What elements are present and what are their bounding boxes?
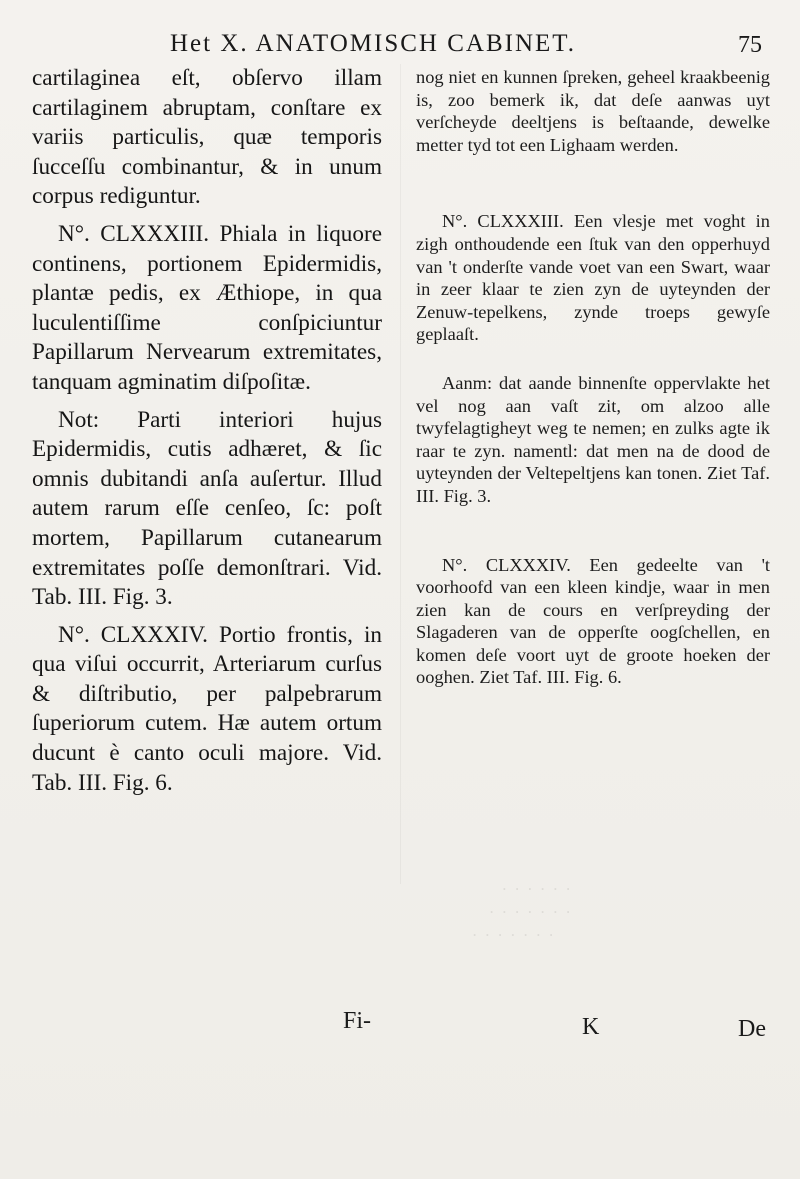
dutch-entry-184: N°. CLXXXIV. Een gedeelte van 't voorhoofd van een kleen kindje, waar in men zien kan de cours en verſpreyding der Slagaderen van de opperſte oogſchellen, en komen deſe voort uyt de groote hoeken der ooghen. Ziet Taf. III. Fig. 6. <box>416 554 770 688</box>
latin-column <box>32 64 382 798</box>
running-header <box>150 30 770 60</box>
dutch-entry-183: N°. CLXXXIII. Een vlesje met voght in zigh onthoudende een ſtuk van den opperhuyd van 't onderſte vande voet van een Swart, waar in zeer klaar te zien zyn de uyteynden der Zenuw-tepelkens, zynde troeps gewyſe geplaaſt. <box>416 211 770 345</box>
latin-entry-184: N°. CLXXXIV. Portio frontis, in qua viſui occurrit, Arteriarum curſus & diſtributio, per palpebrarum ſuperiorum cutem. Hæ autem ortum ducunt è canto oculi majore. Vid. Tab. III. Fig. 6. <box>32 621 382 796</box>
show-through-texture: . . . . . . . . . . . . . . . . . . . . <box>472 875 571 940</box>
catchword-fi: Fi- <box>343 1008 372 1034</box>
running-title: Het X. ANATOMISCH CABINET. <box>170 30 576 57</box>
page-number: 75 <box>738 32 762 58</box>
dutch-note-183: Aanm: dat aande binnenſte oppervlakte het vel nog aan vaſt zit, om alzoo alle twyfelagtigheyt weg te nemen; en zulks agte ik raar te zyn. namentl: dat men na de dood de uyteynden der Veltepeltjens kan tonen. Ziet Taf. III. Fig. 3. <box>416 372 770 506</box>
latin-note-183: Not: Parti interiori hujus Epidermidis, cutis adhæret, & ſic omnis dubitandi anſa auſertur. Illud autem rarum eſſe cenſeo, ſc: poſt mortem, Papillarum cutanearum extremitates poſſe demonſtrari. Vid. Tab. III. Fig. 3. <box>32 406 382 611</box>
latin-entry-183: N°. CLXXXIII. Phiala in liquore continens, portionem Epidermidis, plantæ pedis, ex Æthiope, in qua luculentiſſime conſpiciuntur Papillarum Nervearum extremitates, tanquam agminatim diſpoſitæ. <box>32 220 382 395</box>
signature-mark: K <box>582 1014 600 1040</box>
dutch-column <box>416 66 770 689</box>
catchword-de: De <box>738 1016 766 1042</box>
dutch-paragraph-continuation: nog niet en kunnen ſpreken, geheel kraakbeenig is, zoo bemerk ik, dat deſe aanwas uyt verſcheyde deeltjens is beſtaande, dewelke metter tyd tot een Lighaam werden. <box>416 67 770 155</box>
latin-paragraph-continuation: cartilaginea eſt, obſervo illam cartilaginem abruptam, conſtare ex variis particulis, quæ temporis ſucceſſu combinantur, & in unum corpus rediguntur. <box>32 65 382 210</box>
column-gutter <box>400 64 401 884</box>
